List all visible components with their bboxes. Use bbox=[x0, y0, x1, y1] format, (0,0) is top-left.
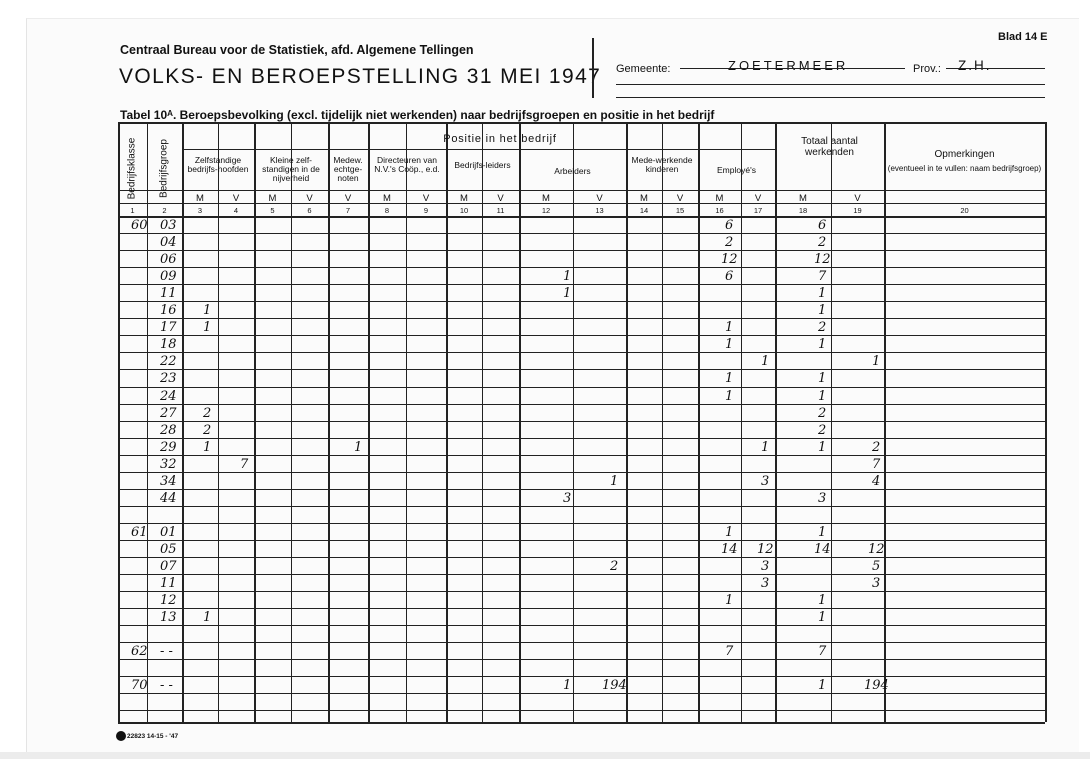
sex-label-v: V bbox=[422, 193, 430, 204]
handwritten-cell: 1 bbox=[818, 440, 827, 455]
handwritten-cell: 1 bbox=[725, 389, 734, 404]
column-number: 10 bbox=[459, 206, 469, 215]
handwritten-groep: 12 bbox=[160, 593, 177, 608]
row-line bbox=[118, 506, 1045, 507]
handwritten-cell: 1 bbox=[761, 440, 770, 455]
handwritten-groep: - - bbox=[160, 644, 173, 659]
column-number: 8 bbox=[384, 206, 390, 215]
row-line bbox=[118, 284, 1045, 285]
handwritten-cell: 1 bbox=[818, 371, 827, 386]
page-edge bbox=[0, 752, 1090, 759]
handwritten-cell: 3 bbox=[872, 576, 881, 591]
handwritten-groep: 22 bbox=[160, 354, 177, 369]
row-line bbox=[118, 369, 1045, 370]
row-line bbox=[118, 523, 1045, 524]
column-number: 4 bbox=[233, 206, 239, 215]
handwritten-cell: 6 bbox=[725, 218, 734, 233]
handwritten-cell: 1 bbox=[872, 354, 881, 369]
handwritten-cell: 2 bbox=[610, 559, 619, 574]
row-line bbox=[118, 608, 1045, 609]
row-line bbox=[118, 421, 1045, 422]
handwritten-cell: 7 bbox=[240, 457, 249, 472]
column-header-totaal: Totaal aantal werkenden bbox=[801, 136, 858, 158]
handwritten-cell: 2 bbox=[725, 235, 734, 250]
column-header-arbeiders: Arbeiders bbox=[554, 166, 591, 176]
column-number: 3 bbox=[197, 206, 203, 215]
handwritten-groep: 27 bbox=[160, 406, 177, 421]
row-line bbox=[118, 318, 1045, 319]
column-number: 2 bbox=[162, 206, 167, 215]
handwritten-groep: 32 bbox=[160, 457, 177, 472]
column-line bbox=[1045, 122, 1047, 722]
organization-line: Centraal Bureau voor de Statistiek, afd. Algemene Tellingen bbox=[120, 43, 474, 57]
province-underline bbox=[946, 68, 1045, 69]
sheet-number: Blad 14 E bbox=[998, 31, 1048, 43]
handwritten-cell: 1 bbox=[818, 389, 827, 404]
table-title: Tabel 10ᴬ. Beroepsbevolking (excl. tijdelijk niet werkenden) naar bedrijfsgroepen en positie in het bedrijf bbox=[120, 108, 715, 122]
column-number: 17 bbox=[753, 206, 763, 215]
column-header-groep: Bedrijfsgroep bbox=[158, 139, 170, 198]
column-number: 14 bbox=[639, 206, 649, 215]
column-header-medew: Medew. echtge-noten bbox=[333, 155, 363, 183]
handwritten-cell: 1 bbox=[725, 593, 734, 608]
column-number: 20 bbox=[960, 206, 969, 215]
handwritten-cell: 1 bbox=[818, 678, 827, 693]
handwritten-groep: 07 bbox=[160, 559, 177, 574]
handwritten-cell: 1 bbox=[725, 525, 734, 540]
handwritten-groep: 34 bbox=[160, 474, 177, 489]
column-number: 19 bbox=[853, 206, 862, 215]
handwritten-groep: 16 bbox=[160, 303, 177, 318]
row-line bbox=[118, 233, 1045, 234]
header-rule bbox=[616, 84, 1045, 85]
handwritten-klasse: 62 bbox=[131, 644, 148, 659]
handwritten-groep: 11 bbox=[160, 576, 177, 591]
sex-label-v: V bbox=[596, 193, 603, 204]
handwritten-groep: 13 bbox=[160, 610, 177, 625]
handwritten-cell: 1 bbox=[203, 610, 212, 625]
handwritten-klasse: 61 bbox=[131, 525, 148, 540]
handwritten-cell: 1 bbox=[725, 337, 734, 352]
handwritten-cell: 1 bbox=[563, 269, 572, 284]
handwritten-groep: 28 bbox=[160, 423, 177, 438]
column-number: 9 bbox=[423, 206, 429, 215]
row-line bbox=[118, 642, 1045, 643]
handwritten-cell: 14 bbox=[814, 542, 831, 557]
handwritten-groep: 44 bbox=[160, 491, 177, 506]
municipality-value: ZOETERMEER bbox=[728, 58, 849, 73]
row-line bbox=[118, 540, 1045, 541]
row-line bbox=[118, 387, 1045, 388]
column-header-positie: Positie in het bedrijf bbox=[443, 133, 557, 145]
sex-label-m: M bbox=[640, 193, 648, 204]
row-line bbox=[118, 455, 1045, 456]
column-number: 6 bbox=[307, 206, 312, 215]
handwritten-groep: 03 bbox=[160, 218, 177, 233]
row-line bbox=[118, 676, 1045, 677]
column-header-directeuren: Directeuren van N.V.'s Coöp., e.d. bbox=[374, 155, 440, 174]
municipality-label: Gemeente: bbox=[616, 63, 671, 75]
handwritten-klasse: 70 bbox=[131, 678, 148, 693]
handwritten-cell: 6 bbox=[818, 218, 827, 233]
sex-label-m: M bbox=[383, 193, 391, 204]
handwritten-cell: 12 bbox=[721, 252, 738, 267]
handwritten-groep: 18 bbox=[160, 337, 177, 352]
handwritten-groep: - - bbox=[160, 678, 173, 693]
handwritten-cell: 1 bbox=[818, 286, 827, 301]
row-line bbox=[118, 574, 1045, 575]
handwritten-cell: 7 bbox=[818, 269, 827, 284]
column-header-kleine: Kleine zelf-standigen in de nijverheid bbox=[262, 155, 320, 183]
handwritten-cell: 6 bbox=[725, 269, 734, 284]
sex-label-v: V bbox=[676, 193, 684, 204]
column-header-employes: Employé's bbox=[717, 165, 756, 175]
handwritten-cell: 1 bbox=[725, 320, 734, 335]
handwritten-cell: 1 bbox=[761, 354, 770, 369]
handwritten-cell: 12 bbox=[814, 252, 831, 267]
municipality-underline bbox=[680, 68, 905, 69]
row-line bbox=[118, 710, 1045, 711]
handwritten-cell: 7 bbox=[872, 457, 881, 472]
column-number: 18 bbox=[798, 206, 808, 215]
column-number: 7 bbox=[345, 206, 351, 215]
header-rule bbox=[616, 97, 1045, 98]
handwritten-klasse: 60 bbox=[131, 218, 148, 233]
column-number: 12 bbox=[541, 206, 551, 215]
handwritten-cell: 1 bbox=[818, 303, 827, 318]
sex-label-v: V bbox=[754, 193, 762, 204]
row-line bbox=[118, 472, 1045, 473]
handwritten-cell: 12 bbox=[757, 542, 774, 557]
handwritten-cell: 1 bbox=[354, 440, 363, 455]
column-header-leiders: Bedrijfs-leiders bbox=[454, 160, 511, 170]
sex-label-v: V bbox=[344, 193, 352, 204]
row-line bbox=[118, 438, 1045, 439]
handwritten-cell: 12 bbox=[868, 542, 885, 557]
header-rule bbox=[118, 190, 1045, 191]
row-line bbox=[118, 404, 1045, 405]
handwritten-cell: 3 bbox=[761, 559, 770, 574]
column-header-zelfstandige: Zelfstandige bedrijfs-hoofden bbox=[187, 155, 249, 174]
handwritten-cell: 1 bbox=[818, 525, 827, 540]
handwritten-cell: 2 bbox=[818, 406, 827, 421]
handwritten-groep: 05 bbox=[160, 542, 177, 557]
column-number: 1 bbox=[130, 206, 135, 215]
handwritten-cell: 3 bbox=[563, 491, 572, 506]
column-header-klasse: Bedrijfsklasse bbox=[126, 137, 138, 200]
header-rule bbox=[182, 149, 775, 150]
header-rule bbox=[118, 216, 1045, 218]
sex-label-m: M bbox=[542, 193, 550, 204]
handwritten-groep: 11 bbox=[160, 286, 177, 301]
handwritten-groep: 23 bbox=[160, 371, 177, 386]
row-line bbox=[118, 250, 1045, 251]
census-title: VOLKS- EN BEROEPSTELLING 31 MEI 1947 bbox=[119, 65, 602, 88]
sex-label-v: V bbox=[232, 193, 240, 204]
column-header-mede: Mede-werkende kinderen bbox=[631, 155, 693, 174]
sex-label-v: V bbox=[497, 193, 504, 204]
handwritten-cell: 1 bbox=[563, 286, 572, 301]
row-line bbox=[118, 267, 1045, 268]
handwritten-cell: 3 bbox=[761, 576, 770, 591]
handwritten-cell: 1 bbox=[203, 440, 212, 455]
handwritten-cell: 5 bbox=[872, 559, 881, 574]
row-line bbox=[118, 489, 1045, 490]
handwritten-cell: 1 bbox=[203, 320, 212, 335]
handwritten-groep: 06 bbox=[160, 252, 177, 267]
handwritten-cell: 194 bbox=[864, 678, 889, 693]
handwritten-groep: 09 bbox=[160, 269, 177, 284]
table-top-rule bbox=[118, 122, 1045, 124]
handwritten-cell: 3 bbox=[761, 474, 770, 489]
sex-label-m: M bbox=[196, 193, 204, 204]
handwritten-groep: 04 bbox=[160, 235, 177, 250]
handwritten-cell: 1 bbox=[818, 337, 827, 352]
province-value: Z.H. bbox=[958, 58, 992, 73]
handwritten-cell: 14 bbox=[721, 542, 738, 557]
handwritten-groep: 29 bbox=[160, 440, 177, 455]
handwritten-cell: 2 bbox=[872, 440, 881, 455]
handwritten-groep: 01 bbox=[160, 525, 177, 540]
row-line bbox=[118, 591, 1045, 592]
handwritten-cell: 7 bbox=[818, 644, 827, 659]
handwritten-cell: 2 bbox=[818, 423, 827, 438]
handwritten-cell: 1 bbox=[610, 474, 619, 489]
handwritten-cell: 3 bbox=[818, 491, 827, 506]
column-number: 15 bbox=[675, 206, 685, 215]
handwritten-groep: 17 bbox=[160, 320, 177, 335]
sex-label-m: M bbox=[715, 193, 724, 204]
column-number: 11 bbox=[496, 206, 505, 215]
row-line bbox=[118, 557, 1045, 558]
column-number: 13 bbox=[595, 206, 604, 215]
handwritten-cell: 1 bbox=[818, 593, 827, 608]
print-code: 22823 14-15 - '47 bbox=[127, 733, 179, 740]
sex-label-v: V bbox=[306, 193, 313, 204]
row-line bbox=[118, 659, 1045, 660]
row-line bbox=[118, 693, 1045, 694]
header-divider bbox=[592, 38, 594, 98]
sex-label-m: M bbox=[460, 193, 468, 204]
cbs-logo-icon bbox=[116, 731, 126, 741]
handwritten-cell: 1 bbox=[818, 610, 827, 625]
row-line bbox=[118, 352, 1045, 353]
handwritten-cell: 1 bbox=[725, 371, 734, 386]
row-line bbox=[118, 335, 1045, 336]
column-header-opmerkingen: Opmerkingen bbox=[934, 149, 995, 160]
row-line bbox=[118, 625, 1045, 626]
handwritten-cell: 2 bbox=[818, 320, 827, 335]
handwritten-cell: 2 bbox=[818, 235, 827, 250]
column-number: 16 bbox=[715, 206, 724, 215]
handwritten-cell: 7 bbox=[725, 644, 734, 659]
handwritten-cell: 2 bbox=[203, 406, 212, 421]
handwritten-cell: 1 bbox=[563, 678, 572, 693]
row-line bbox=[118, 301, 1045, 302]
handwritten-cell: 194 bbox=[602, 678, 627, 693]
province-label: Prov.: bbox=[913, 63, 941, 75]
column-header-opmerkingen-sub: (eventueel in te vullen: naam bedrijfsgroep) bbox=[887, 164, 1042, 173]
table-bottom-rule bbox=[118, 722, 1045, 724]
sex-label-v: V bbox=[854, 193, 861, 204]
sex-label-m: M bbox=[799, 193, 807, 204]
column-number: 5 bbox=[270, 206, 275, 215]
handwritten-groep: 24 bbox=[160, 389, 177, 404]
handwritten-cell: 2 bbox=[203, 423, 212, 438]
handwritten-cell: 1 bbox=[203, 303, 212, 318]
sex-label-m: M bbox=[268, 193, 277, 204]
handwritten-cell: 4 bbox=[872, 474, 881, 489]
